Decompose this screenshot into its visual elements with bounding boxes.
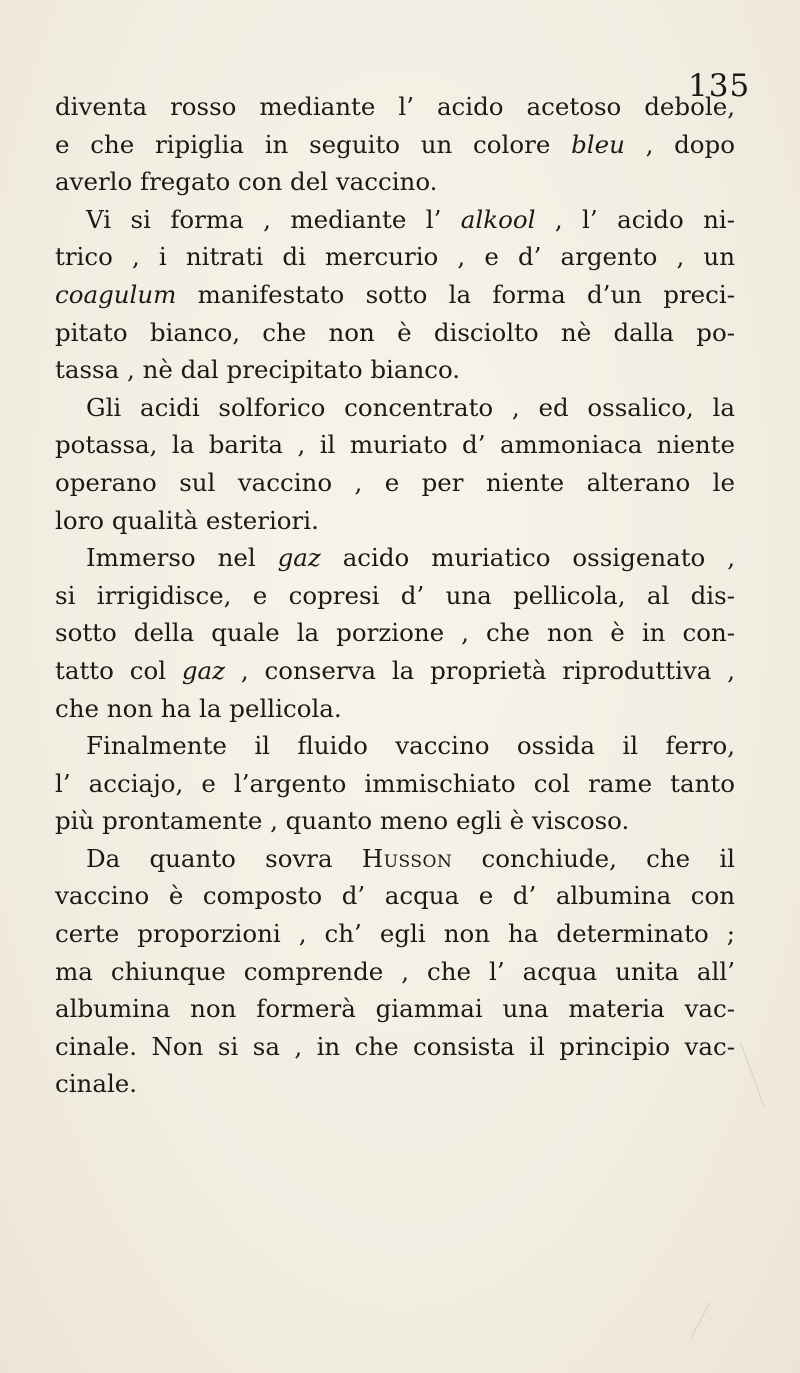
text-run: Gli acidi solforico concentrato , ed ossalico, la [86,392,735,422]
text-line [55,877,735,915]
text-run: ma chiunque comprende , che l’ acqua unita all’ [55,956,735,986]
text-line [55,990,735,1028]
text-run: cinale. Non si sa , in che consista il principio vac- [55,1031,735,1061]
text-run: diventa rosso mediante l’ acido acetoso debole, [55,92,735,121]
text-line [55,464,735,502]
text-line [55,840,735,878]
text-run: certe proporzioni , ch’ egli non ha determinato ; [55,919,735,949]
text-run: più prontamente , quanto meno egli è viscoso. [55,806,630,836]
text-line [55,577,735,615]
text-line [55,351,735,389]
text-run: loro qualità esteriori. [55,505,319,535]
text-line [55,727,735,765]
text-line [55,953,735,991]
text-line [55,389,735,427]
text-line [55,276,735,314]
italic-term: alkool [460,204,536,234]
text-line [55,238,735,276]
text-line [55,539,735,577]
text-run: manifestato sotto la forma d’un preci- [176,279,735,309]
text-line [55,163,735,201]
text-run: , conserva la proprietà riproduttiva , [225,655,735,685]
text-run: operano sul vaccino , e per niente alterano le [55,467,735,497]
paper-mark [691,1302,711,1338]
text-run: acido muriatico ossigenato , [320,543,735,573]
text-run: Vi si forma , mediante l’ [86,204,461,234]
text-run: , l’ acido ni- [535,204,736,234]
text-line [55,690,735,728]
text-run: Da quanto sovra [86,843,362,873]
text-line [55,652,735,690]
italic-term: bleu [571,129,625,159]
text-run: potassa, la barita , il muriato d’ ammoniaca niente [55,430,735,460]
body-text [55,88,735,1103]
text-run: trico , i nitrati di mercurio , e d’ argento , un [55,242,735,272]
text-line [55,88,735,126]
text-line [55,314,735,352]
text-line [55,1028,735,1066]
text-run: Finalmente il fluido vaccino ossida il ferro, [86,731,735,761]
text-line [55,765,735,803]
text-run: tassa , nè dal precipitato bianco. [55,355,461,385]
text-line [55,614,735,652]
text-line [55,126,735,164]
text-run: e che ripiglia in seguito un colore [55,129,572,159]
text-run: Immerso nel [86,543,278,573]
text-run: sotto della quale la porzione , che non è in con- [55,618,735,648]
text-run: che non ha la pellicola. [55,693,342,723]
text-run: cinale. [55,1069,138,1099]
text-line [55,201,735,239]
text-line [55,426,735,464]
text-run: l’ acciajo, e l’argento immischiato col rame tanto [55,768,735,798]
author-name: Husson [361,843,453,873]
paper-mark [740,1042,765,1108]
text-run: averlo fregato con del vaccino. [55,167,438,197]
italic-term: coagulum [55,279,177,309]
text-run: conchiude, che il [452,843,736,873]
text-run: pitato bianco, che non è disciolto nè dalla po- [55,317,735,347]
italic-term: gaz [277,543,321,573]
text-run: tatto col [55,655,182,685]
text-run: , dopo [624,129,735,159]
text-line [55,1065,735,1103]
italic-term: gaz [181,655,226,685]
text-line [55,502,735,540]
text-line [55,802,735,840]
text-run: si irrigidisce, e copresi d’ una pellicola, al dis- [55,580,735,610]
text-run: albumina non formerà giammai una materia vac- [55,994,735,1024]
text-line [55,915,735,953]
page-number: 135 [688,68,751,104]
text-run: vaccino è composto d’ acqua e d’ albumina con [55,881,735,911]
